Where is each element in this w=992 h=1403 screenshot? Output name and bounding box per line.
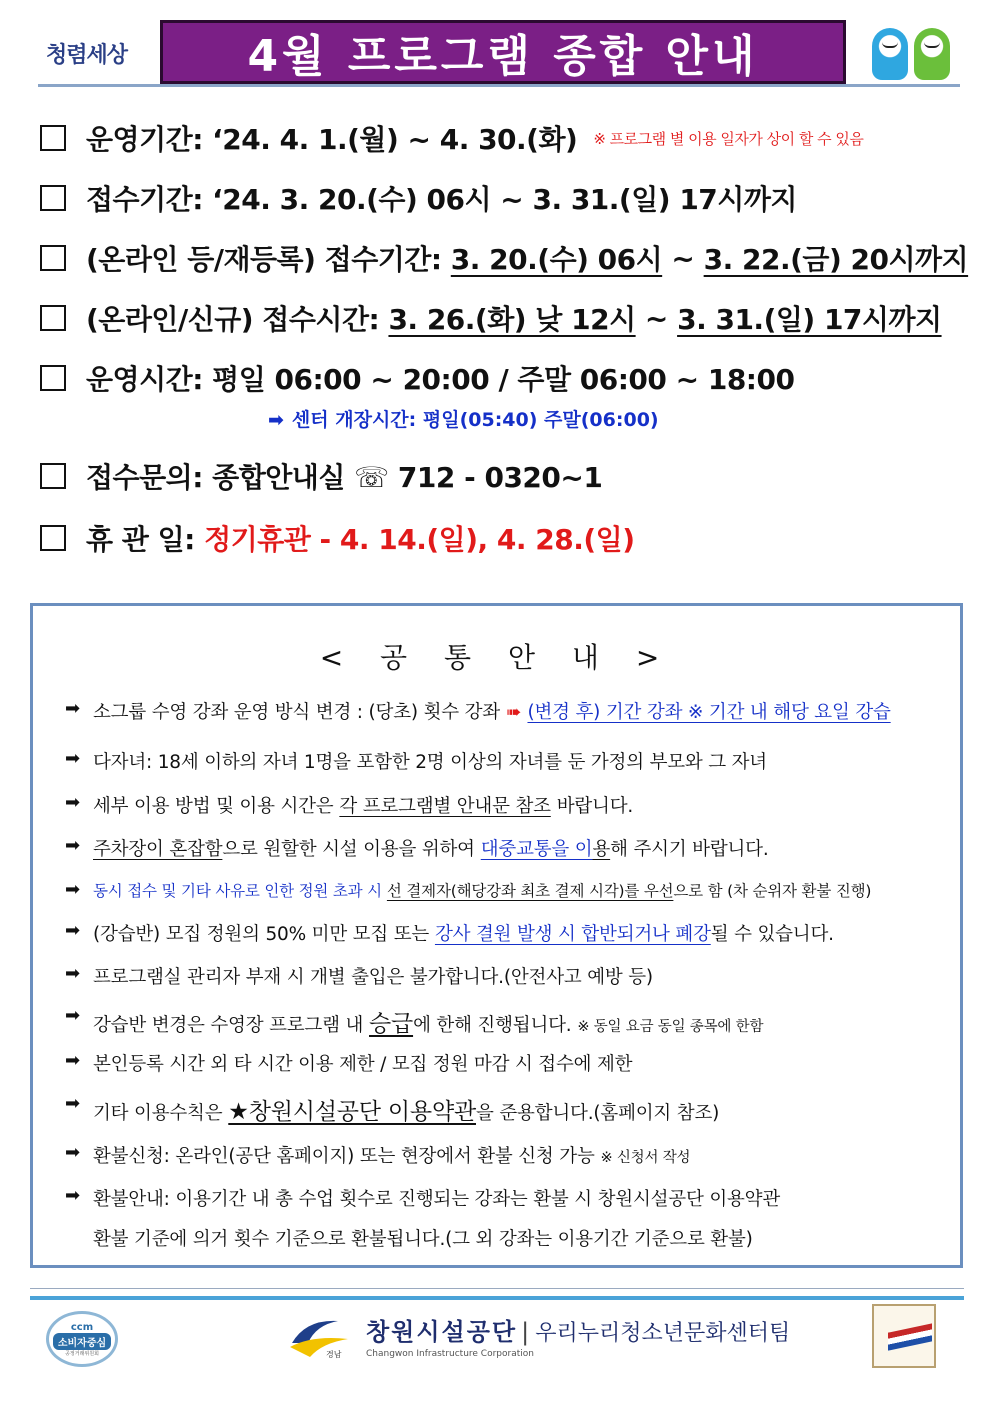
arrow-right-icon: ➡ (65, 1093, 81, 1114)
closed-label: 휴 관 일: (86, 523, 195, 556)
notice-text: (강습반) 모집 정원의 50% 미만 모집 또는 (93, 924, 430, 945)
notice-text: 바랍니다. (556, 796, 634, 817)
notice-item (65, 920, 960, 946)
common-notice-box (30, 603, 963, 1268)
rereg-label: (온라인 등/재등록) 접수기간: (86, 243, 442, 276)
notice-item (65, 1142, 960, 1168)
opening-hours-text: 센터 개장시간: 평일(05:40) 주말(06:00) (291, 409, 659, 431)
mascots (858, 22, 958, 84)
notice-text: 강사 결원 발생 시 합반되거나 폐강 (434, 924, 711, 945)
notice-text: 으로 함 (차 순위자 환불 진행) (673, 882, 872, 900)
arrow-right-icon: ➡ (65, 835, 81, 856)
award-icon (872, 1304, 936, 1368)
title-banner (160, 20, 846, 84)
notice-text: 해 주시기 바랍니다. (610, 839, 769, 860)
arrow-right-icon: ➡ (268, 409, 284, 431)
mascot-icon (914, 28, 950, 80)
notice-text: ※ 동일 요금 동일 종목에 한함 (577, 1019, 764, 1035)
notice-item (65, 1093, 960, 1126)
corporation-english-name: Changwon Infrastructure Corporation (366, 1349, 534, 1359)
arrow-right-icon: ➠ (505, 702, 522, 723)
notice-text: 선 결제자(해당강좌 최초 결제 시각)를 우선 (386, 882, 674, 900)
notice-text: 승급 (369, 1011, 414, 1037)
notice-text: 주차장이 혼잡함 (93, 839, 223, 860)
notice-text: ★창원시설공단 이용약관 (228, 1099, 476, 1125)
checkbox-icon (40, 365, 66, 391)
operation-period-note: ※ 프로그램 별 이용 일자가 상이 할 수 있음 (593, 129, 864, 148)
header-divider (38, 84, 960, 87)
ccm-label: 공정거래위원회 (65, 1350, 99, 1357)
new-sep: ~ (644, 301, 668, 335)
arrow-right-icon: ➡ (65, 1050, 81, 1071)
notice-text: 용 (592, 839, 611, 860)
notice-text: 대중교통을 이 (480, 839, 593, 860)
notice-item (65, 698, 960, 724)
notice-text: ※ 신청서 작성 (600, 1150, 691, 1166)
checkbox-icon (40, 125, 66, 151)
notice-text: 환불 기준에 의거 횟수 기준으로 환불됩니다.(그 외 강좌는 이용기간 기준으로 환불) (93, 1229, 753, 1250)
closed-value: 정기휴관 - 4. 14.(일), 4. 28.(일) (204, 523, 635, 556)
opening-hours-note (268, 405, 659, 432)
operating-hours-row (40, 358, 960, 398)
hours-value: 평일 06:00 ~ 20:00 / 주말 06:00 ~ 18:00 (212, 363, 795, 396)
operation-period-row (40, 118, 960, 158)
svg-text:경남: 경남 (326, 1350, 342, 1359)
registration-period-row (40, 178, 960, 218)
arrow-right-icon: ➡ (65, 792, 81, 813)
notice-item (65, 748, 960, 774)
checkbox-icon (40, 463, 66, 489)
notice-text: 각 프로그램별 안내문 참조 (339, 796, 551, 817)
notice-item (65, 1005, 960, 1038)
notice-text: 소그룹 수영 강좌 운영 방식 변경 : (당초) 횟수 강좌 (93, 702, 500, 723)
corporation-info (366, 1312, 790, 1359)
arrow-right-icon: ➡ (65, 920, 81, 941)
header (38, 18, 958, 86)
notice-text: 다자녀: 18세 이하의 자녀 1명을 포함한 2명 이상의 자녀를 둔 가정의 부모와 그 자녀 (93, 752, 767, 773)
closed-days-row (40, 518, 960, 558)
notice-item (65, 1185, 960, 1211)
operation-period-label: 운영기간: (86, 123, 203, 156)
new-label: (온라인/신규) 접수시간: (86, 303, 380, 336)
notice-text: 본인등록 시간 외 타 시간 이용 제한 / 모집 정원 마감 시 접수에 제한 (93, 1054, 633, 1075)
notice-text: 세부 이용 방법 및 이용 시간은 (93, 796, 334, 817)
checkbox-icon (40, 305, 66, 331)
inquiry-value: 종합안내실 ☏ 712 - 0320~1 (212, 461, 603, 494)
notice-item (65, 879, 960, 901)
notice-text: 으로 원할한 시설 이용을 위하여 (222, 839, 475, 860)
notice-text: 강습반 변경은 수영장 프로그램 내 (93, 1015, 364, 1036)
operation-period-value: ‘24. 4. 1.(월) ~ 4. 30.(화) (212, 123, 578, 156)
checkbox-icon (40, 525, 66, 551)
rereg-from: 3. 20.(수) 06시 (450, 243, 663, 276)
notice-text: 환불신청: 온라인(공단 홈페이지) 또는 현장에서 환불 신청 가능 (93, 1146, 595, 1167)
notice-item (65, 835, 960, 861)
notice-title: < 공 통 안 내 > (319, 641, 674, 674)
notice-text: (변경 후) 기간 강좌 ※ 기간 내 해당 요일 강습 (527, 702, 891, 723)
notice-item-continued (93, 1225, 960, 1251)
rereg-sep: ~ (671, 241, 695, 275)
arrow-right-icon: ➡ (65, 1185, 81, 1206)
notice-item (65, 1050, 960, 1076)
corporation-name: 창원시설공단 (366, 1318, 518, 1346)
inquiry-label: 접수문의: (86, 461, 203, 494)
arrow-right-icon: ➡ (65, 1005, 81, 1026)
notice-text: 프로그램실 관리자 부재 시 개별 출입은 불가합니다.(안전사고 예방 등) (93, 967, 653, 988)
arrow-right-icon: ➡ (65, 748, 81, 769)
integrity-logo (46, 30, 146, 76)
footer-accent-bar (30, 1296, 964, 1300)
new-period-row (40, 298, 960, 338)
rereg-period-row (40, 238, 969, 278)
rereg-to: 3. 22.(금) 20시까지 (703, 243, 969, 276)
new-from: 3. 26.(화) 낮 12시 (388, 303, 636, 336)
integrity-logo-text: 청렴세상 (46, 41, 128, 68)
notice-text: 에 한해 진행됩니다. (413, 1015, 572, 1036)
notice-text: 기타 이용수칙은 (93, 1103, 223, 1124)
checkbox-icon (40, 245, 66, 271)
arrow-right-icon: ➡ (65, 698, 81, 719)
notice-item (65, 792, 960, 818)
footer-divider (30, 1288, 964, 1289)
notice-text: 동시 접수 및 기타 사유로 인한 정원 초과 시 (93, 882, 382, 900)
arrow-right-icon: ➡ (65, 963, 81, 984)
corporation-name-row: 창원시설공단 | 우리누리청소년문화센터팀 (366, 1318, 791, 1346)
inquiry-row (40, 456, 960, 496)
ccm-label: 소비자중심 (53, 1333, 111, 1350)
registration-value: ‘24. 3. 20.(수) 06시 ~ 3. 31.(일) 17시까지 (212, 183, 797, 216)
arrow-right-icon: ➡ (65, 879, 81, 900)
registration-label: 접수기간: (86, 183, 203, 216)
ccm-label: ccm (70, 1321, 94, 1333)
notice-text: 을 준용합니다.(홈페이지 참조) (476, 1103, 720, 1124)
notice-text: 환불안내: 이용기간 내 총 수업 횟수로 진행되는 강좌는 환불 시 창원시설공단 이용약관 (93, 1189, 781, 1210)
hours-label: 운영시간: (86, 363, 203, 396)
notice-text: 될 수 있습니다. (710, 924, 834, 945)
new-to: 3. 31.(일) 17시까지 (677, 303, 942, 336)
ccm-badge (46, 1311, 118, 1367)
notice-item (65, 963, 960, 989)
corporation-logo (286, 1313, 358, 1365)
checkbox-icon (40, 185, 66, 211)
arrow-right-icon: ➡ (65, 1142, 81, 1163)
team-name: 우리누리청소년문화센터팀 (535, 1321, 791, 1346)
page-title: 4월 프로그램 종합 안내 (247, 31, 759, 82)
mascot-icon (872, 28, 908, 80)
